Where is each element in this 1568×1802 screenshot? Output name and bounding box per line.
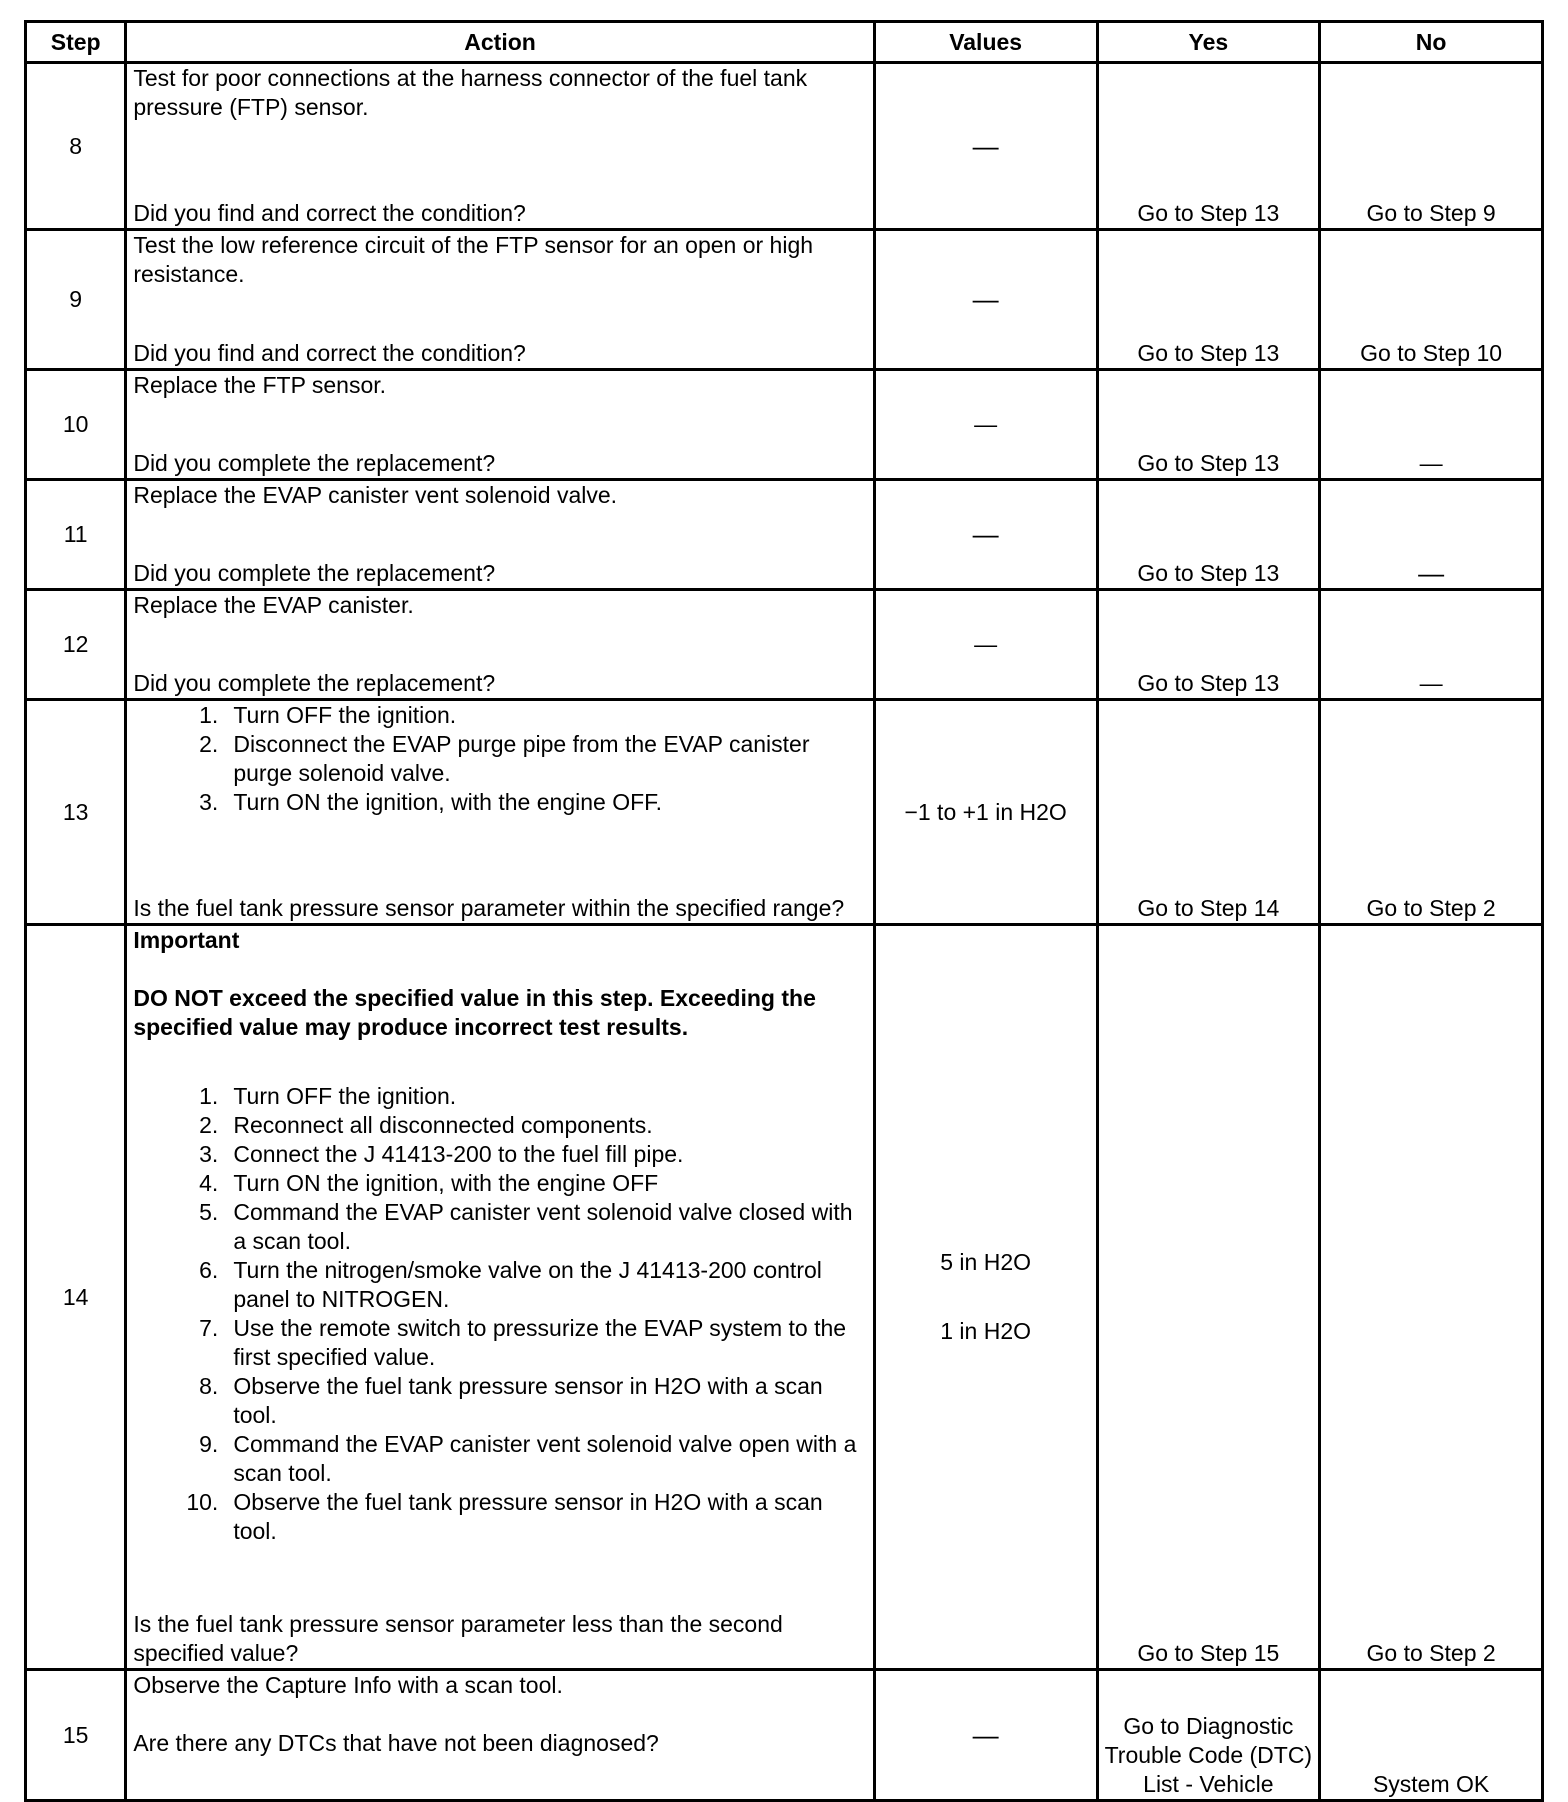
header-action: Action xyxy=(126,22,874,63)
list-item: 2. Disconnect the EVAP purge pipe from the EVAP canister purge solenoid valve. xyxy=(199,731,810,786)
list-item: 10. Observe the fuel tank pressure sensor in H2O with a scan tool. xyxy=(186,1489,823,1544)
values-cell: — xyxy=(874,63,1097,230)
diagnostic-table xyxy=(24,20,1544,1802)
action-question: Did you complete the replacement? xyxy=(133,670,496,696)
no-value: — xyxy=(1320,480,1543,590)
no-link[interactable]: Go to Step 2 xyxy=(1320,925,1543,1670)
action-text: Replace the FTP sensor. xyxy=(133,372,387,398)
table-row xyxy=(26,230,1543,370)
list-item: 8. Observe the fuel tank pressure sensor in H2O with a scan tool. xyxy=(199,1373,823,1428)
action-question: Did you find and correct the condition? xyxy=(133,200,526,226)
yes-link[interactable]: Go to Step 14 xyxy=(1097,700,1320,925)
header-yes: Yes xyxy=(1097,22,1320,63)
action-text: Observe the Capture Info with a scan tool. xyxy=(133,1672,563,1698)
no-value: — xyxy=(1320,590,1543,700)
action-cell xyxy=(126,1670,874,1801)
values-cell: — xyxy=(874,590,1097,700)
step-number: 13 xyxy=(26,700,126,925)
header-no: No xyxy=(1320,22,1543,63)
values-cell: −1 to +1 in H2O xyxy=(874,700,1097,925)
values-cell: — xyxy=(874,1670,1097,1801)
action-question: Is the fuel tank pressure sensor parameter within the specified range? xyxy=(133,895,845,921)
no-value: System OK xyxy=(1320,1670,1543,1801)
header-row xyxy=(26,22,1543,63)
action-cell xyxy=(126,700,874,925)
action-question: Is the fuel tank pressure sensor parameter less than the second specified value? xyxy=(133,1611,783,1666)
action-question: Did you complete the replacement? xyxy=(133,450,496,476)
list-item: 9. Command the EVAP canister vent solenoid valve open with a scan tool. xyxy=(199,1431,857,1486)
no-link[interactable]: Go to Step 2 xyxy=(1320,700,1543,925)
no-link[interactable]: Go to Step 9 xyxy=(1320,63,1543,230)
value-first: 5 in H2O xyxy=(940,1249,1032,1275)
header-values: Values xyxy=(874,22,1097,63)
step-number: 10 xyxy=(26,370,126,480)
important-heading: Important xyxy=(133,927,240,953)
list-item: 1. Turn OFF the ignition. xyxy=(199,702,457,728)
yes-link[interactable]: Go to Step 13 xyxy=(1097,590,1320,700)
values-cell: — xyxy=(874,480,1097,590)
step-number: 15 xyxy=(26,1670,126,1801)
values-cell: — xyxy=(874,370,1097,480)
step-number: 14 xyxy=(26,925,126,1670)
list-item: 3. Connect the J 41413-200 to the fuel fill pipe. xyxy=(199,1141,684,1167)
value-second: 1 in H2O xyxy=(940,1318,1032,1344)
values-cell: — xyxy=(874,230,1097,370)
table-row xyxy=(26,480,1543,590)
action-cell xyxy=(126,925,874,1670)
action-cell xyxy=(126,590,874,700)
action-text: Test the low reference circuit of the FTP sensor for an open or high resistance. xyxy=(133,232,814,287)
action-question: Did you complete the replacement? xyxy=(133,560,496,586)
action-cell xyxy=(126,370,874,480)
table-row xyxy=(26,370,1543,480)
step-number: 12 xyxy=(26,590,126,700)
list-item: 6. Turn the nitrogen/smoke valve on the J 41413-200 control panel to NITROGEN. xyxy=(199,1257,822,1312)
action-cell xyxy=(126,480,874,590)
step-number: 8 xyxy=(26,63,126,230)
yes-link[interactable]: Go to Step 13 xyxy=(1097,230,1320,370)
action-text: Test for poor connections at the harness connector of the fuel tank pressure (FTP) sensor. xyxy=(133,65,808,120)
list-item: 4. Turn ON the ignition, with the engine OFF xyxy=(199,1170,659,1196)
step-number: 11 xyxy=(26,480,126,590)
procedure-list xyxy=(133,1082,866,1546)
action-text: Replace the EVAP canister vent solenoid valve. xyxy=(133,482,618,508)
action-question: Did you find and correct the condition? xyxy=(133,340,526,366)
procedure-list xyxy=(133,701,866,817)
yes-link[interactable]: Go to Step 13 xyxy=(1097,480,1320,590)
table-row xyxy=(26,925,1543,1670)
yes-link[interactable]: Go to Step 13 xyxy=(1097,63,1320,230)
important-warning: DO NOT exceed the specified value in this step. Exceeding the specified value may produce incorrect test results. xyxy=(133,985,816,1040)
table-row xyxy=(26,63,1543,230)
list-item: 1. Turn OFF the ignition. xyxy=(199,1083,457,1109)
list-item: 5. Command the EVAP canister vent solenoid valve closed with a scan tool. xyxy=(199,1199,853,1254)
table-row xyxy=(26,1670,1543,1801)
list-item: 3. Turn ON the ignition, with the engine OFF. xyxy=(199,789,663,815)
header-step: Step xyxy=(26,22,126,63)
table-row xyxy=(26,700,1543,925)
table-row xyxy=(26,590,1543,700)
list-item: 2. Reconnect all disconnected components. xyxy=(199,1112,653,1138)
action-question: Are there any DTCs that have not been diagnosed? xyxy=(133,1730,659,1756)
yes-link[interactable]: Go to Step 13 xyxy=(1097,370,1320,480)
yes-link[interactable]: Go to Step 15 xyxy=(1097,925,1320,1670)
yes-link-dtc-list[interactable]: Go to Diagnostic Trouble Code (DTC) List - Vehicle xyxy=(1097,1670,1320,1801)
no-link[interactable]: Go to Step 10 xyxy=(1320,230,1543,370)
no-value: — xyxy=(1320,370,1543,480)
values-cell xyxy=(874,925,1097,1670)
action-cell xyxy=(126,63,874,230)
step-number: 9 xyxy=(26,230,126,370)
action-text: Replace the EVAP canister. xyxy=(133,592,414,618)
action-cell xyxy=(126,230,874,370)
list-item: 7. Use the remote switch to pressurize the EVAP system to the first specified value. xyxy=(199,1315,847,1370)
